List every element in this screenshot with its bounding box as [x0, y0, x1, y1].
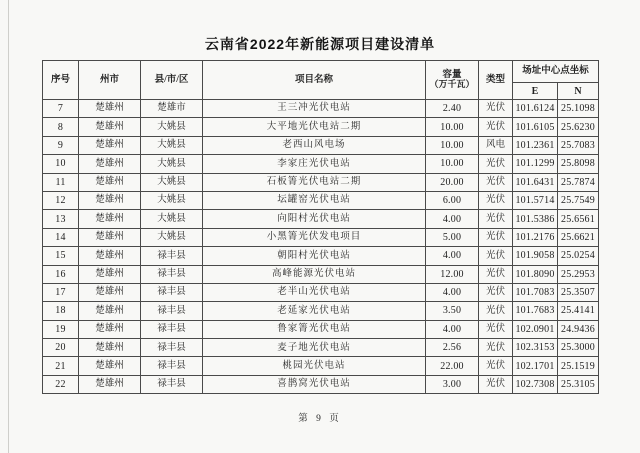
cell-coordinate-n: 25.4141: [558, 302, 599, 320]
table-row: [43, 375, 599, 393]
cell-project-name: 朝阳村光伏电站: [203, 247, 426, 265]
cell-prefecture: 楚雄州: [79, 247, 141, 265]
cell-type: 光伏: [479, 339, 513, 357]
table-row: [43, 155, 599, 173]
cell-county: 大姚县: [141, 118, 203, 136]
cell-index: 20: [43, 339, 79, 357]
cell-type: 光伏: [479, 247, 513, 265]
cell-county: 禄丰县: [141, 357, 203, 375]
cell-capacity: 20.00: [426, 173, 479, 191]
cell-type: 光伏: [479, 228, 513, 246]
cell-index: 10: [43, 155, 79, 173]
cell-coordinate-e: 101.7083: [513, 283, 558, 301]
cell-coordinate-e: 101.6431: [513, 173, 558, 191]
table-header: [43, 61, 599, 100]
cell-prefecture: 楚雄州: [79, 173, 141, 191]
cell-prefecture: 楚雄州: [79, 320, 141, 338]
cell-coordinate-n: 25.3000: [558, 339, 599, 357]
cell-coordinate-e: 102.0901: [513, 320, 558, 338]
cell-county: 大姚县: [141, 228, 203, 246]
cell-type: 光伏: [479, 155, 513, 173]
cell-type: 光伏: [479, 210, 513, 228]
cell-county: 禄丰县: [141, 302, 203, 320]
cell-index: 17: [43, 283, 79, 301]
cell-capacity: 4.00: [426, 210, 479, 228]
table-body: [43, 100, 599, 394]
cell-county: 大姚县: [141, 210, 203, 228]
cell-capacity: 2.40: [426, 100, 479, 118]
cell-index: 22: [43, 375, 79, 393]
cell-county: 禄丰县: [141, 265, 203, 283]
cell-coordinate-n: 25.6561: [558, 210, 599, 228]
cell-prefecture: 楚雄州: [79, 210, 141, 228]
header-project-name: 项目名称: [203, 61, 426, 100]
cell-index: 13: [43, 210, 79, 228]
table-row: [43, 302, 599, 320]
cell-capacity: 4.00: [426, 247, 479, 265]
header-capacity-line1: 容量: [442, 69, 462, 80]
cell-capacity: 4.00: [426, 283, 479, 301]
cell-project-name: 老半山光伏电站: [203, 283, 426, 301]
cell-project-name: 大平地光伏电站二期: [203, 118, 426, 136]
header-capacity-line2: （万千瓦）: [429, 79, 475, 90]
cell-coordinate-e: 101.2361: [513, 136, 558, 154]
cell-coordinate-n: 25.6621: [558, 228, 599, 246]
table-row: [43, 118, 599, 136]
cell-prefecture: 楚雄州: [79, 100, 141, 118]
header-index: 序号: [43, 61, 79, 100]
cell-capacity: 10.00: [426, 155, 479, 173]
cell-capacity: 12.00: [426, 265, 479, 283]
table-row: [43, 339, 599, 357]
table-row: [43, 283, 599, 301]
cell-county: 禄丰县: [141, 320, 203, 338]
cell-coordinate-e: 101.2176: [513, 228, 558, 246]
cell-type: 光伏: [479, 265, 513, 283]
cell-type: 光伏: [479, 302, 513, 320]
cell-county: 大姚县: [141, 191, 203, 209]
table-row: [43, 191, 599, 209]
new-energy-project-table: [42, 60, 599, 394]
cell-coordinate-n: 25.3105: [558, 375, 599, 393]
cell-index: 16: [43, 265, 79, 283]
table-row: [43, 173, 599, 191]
cell-prefecture: 楚雄州: [79, 302, 141, 320]
cell-capacity: 2.56: [426, 339, 479, 357]
cell-index: 7: [43, 100, 79, 118]
cell-index: 14: [43, 228, 79, 246]
cell-coordinate-n: 25.0254: [558, 247, 599, 265]
cell-county: 禄丰县: [141, 375, 203, 393]
cell-coordinate-n: 25.7874: [558, 173, 599, 191]
cell-coordinate-e: 101.5386: [513, 210, 558, 228]
cell-type: 光伏: [479, 191, 513, 209]
cell-project-name: 老西山风电场: [203, 136, 426, 154]
cell-prefecture: 楚雄州: [79, 228, 141, 246]
header-coordinate-n: N: [558, 83, 599, 100]
cell-type: 光伏: [479, 283, 513, 301]
cell-capacity: 22.00: [426, 357, 479, 375]
cell-project-name: 麦子地光伏电站: [203, 339, 426, 357]
cell-project-name: 喜鹊窝光伏电站: [203, 375, 426, 393]
cell-prefecture: 楚雄州: [79, 339, 141, 357]
table-row: [43, 265, 599, 283]
cell-project-name: 鲁家箐光伏电站: [203, 320, 426, 338]
cell-coordinate-n: 25.7549: [558, 191, 599, 209]
cell-capacity: 6.00: [426, 191, 479, 209]
header-coordinate-e: E: [513, 83, 558, 100]
cell-coordinate-n: 25.8098: [558, 155, 599, 173]
cell-index: 9: [43, 136, 79, 154]
cell-prefecture: 楚雄州: [79, 155, 141, 173]
cell-county: 楚雄市: [141, 100, 203, 118]
cell-county: 禄丰县: [141, 283, 203, 301]
cell-coordinate-n: 25.1519: [558, 357, 599, 375]
cell-index: 18: [43, 302, 79, 320]
cell-coordinate-n: 24.9436: [558, 320, 599, 338]
cell-coordinate-n: 25.2953: [558, 265, 599, 283]
cell-coordinate-e: 101.7683: [513, 302, 558, 320]
cell-type: 光伏: [479, 320, 513, 338]
header-type: 类型: [479, 61, 513, 100]
header-capacity: [426, 61, 479, 100]
cell-project-name: 老延家光伏电站: [203, 302, 426, 320]
cell-coordinate-e: 101.6105: [513, 118, 558, 136]
cell-capacity: 3.00: [426, 375, 479, 393]
cell-prefecture: 楚雄州: [79, 118, 141, 136]
cell-county: 大姚县: [141, 155, 203, 173]
table-row: [43, 210, 599, 228]
cell-type: 风电: [479, 136, 513, 154]
cell-coordinate-e: 101.1299: [513, 155, 558, 173]
table-row: [43, 100, 599, 118]
cell-project-name: 石板箐光伏电站二期: [203, 173, 426, 191]
cell-coordinate-n: 25.6230: [558, 118, 599, 136]
cell-project-name: 高峰能源光伏电站: [203, 265, 426, 283]
cell-type: 光伏: [479, 357, 513, 375]
cell-prefecture: 楚雄州: [79, 191, 141, 209]
cell-type: 光伏: [479, 375, 513, 393]
cell-capacity: 10.00: [426, 118, 479, 136]
page-number: 第 9 页: [298, 414, 342, 424]
cell-coordinate-e: 101.8090: [513, 265, 558, 283]
table-row: [43, 136, 599, 154]
cell-type: 光伏: [479, 118, 513, 136]
cell-coordinate-n: 25.7083: [558, 136, 599, 154]
table-row: [43, 357, 599, 375]
cell-index: 21: [43, 357, 79, 375]
cell-prefecture: 楚雄州: [79, 375, 141, 393]
cell-project-name: 桃园光伏电站: [203, 357, 426, 375]
cell-project-name: 李家庄光伏电站: [203, 155, 426, 173]
cell-county: 大姚县: [141, 173, 203, 191]
cell-index: 8: [43, 118, 79, 136]
cell-coordinate-e: 101.5714: [513, 191, 558, 209]
cell-coordinate-e: 101.9058: [513, 247, 558, 265]
cell-county: 大姚县: [141, 136, 203, 154]
cell-project-name: 小黑箐光伏发电项目: [203, 228, 426, 246]
cell-coordinate-n: 25.3507: [558, 283, 599, 301]
cell-project-name: 王三冲光伏电站: [203, 100, 426, 118]
header-site-coordinates: 场址中心点坐标: [513, 61, 599, 83]
cell-coordinate-e: 102.7308: [513, 375, 558, 393]
header-prefecture: 州市: [79, 61, 141, 100]
cell-prefecture: 楚雄州: [79, 265, 141, 283]
cell-index: 19: [43, 320, 79, 338]
header-county: 县/市/区: [141, 61, 203, 100]
cell-capacity: 10.00: [426, 136, 479, 154]
cell-capacity: 3.50: [426, 302, 479, 320]
scan-page-edge: [8, 0, 9, 453]
cell-prefecture: 楚雄州: [79, 357, 141, 375]
cell-type: 光伏: [479, 173, 513, 191]
cell-prefecture: 楚雄州: [79, 283, 141, 301]
cell-coordinate-e: 102.3153: [513, 339, 558, 357]
cell-index: 11: [43, 173, 79, 191]
cell-capacity: 4.00: [426, 320, 479, 338]
cell-project-name: 向阳村光伏电站: [203, 210, 426, 228]
page-title: 云南省2022年新能源项目建设清单: [204, 36, 436, 52]
cell-prefecture: 楚雄州: [79, 136, 141, 154]
cell-county: 禄丰县: [141, 339, 203, 357]
cell-capacity: 5.00: [426, 228, 479, 246]
cell-coordinate-e: 102.1701: [513, 357, 558, 375]
cell-project-name: 坛罐窑光伏电站: [203, 191, 426, 209]
cell-index: 15: [43, 247, 79, 265]
cell-type: 光伏: [479, 100, 513, 118]
cell-county: 禄丰县: [141, 247, 203, 265]
cell-coordinate-e: 101.6124: [513, 100, 558, 118]
cell-coordinate-n: 25.1098: [558, 100, 599, 118]
cell-index: 12: [43, 191, 79, 209]
table-row: [43, 228, 599, 246]
table-row: [43, 247, 599, 265]
table-row: [43, 320, 599, 338]
